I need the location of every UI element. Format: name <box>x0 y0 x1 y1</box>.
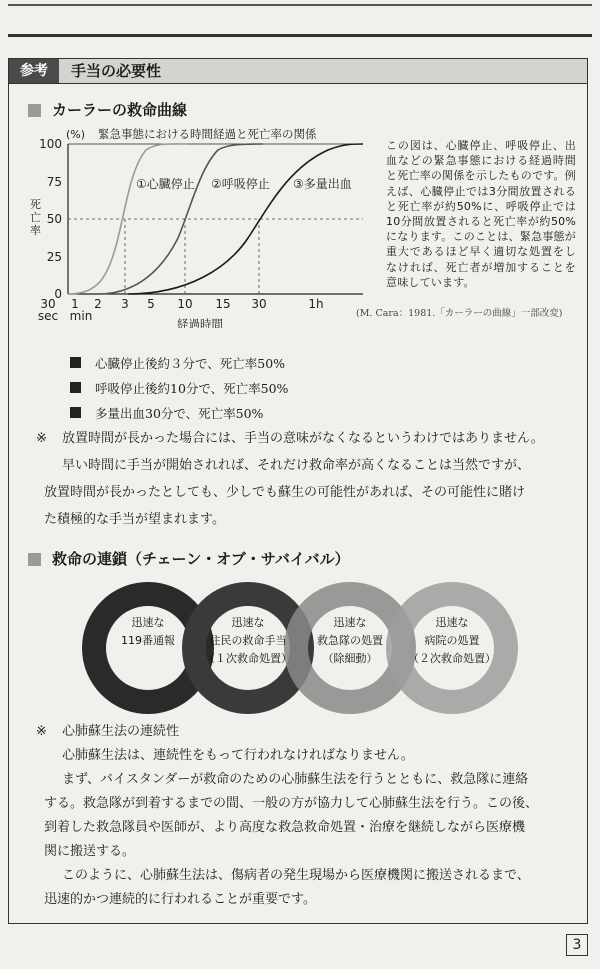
note2-mark: ※ <box>36 724 47 739</box>
chain-of-survival-diagram <box>80 578 520 718</box>
ring2-line1: 迅速な <box>231 616 265 629</box>
chart-description: この図は、心臓停止、呼吸停止、出血などの緊急事態における経過時間と死亡率の関係を示したものです。例えば、心臓停止では3分間放置されると死亡率が約50%に、呼吸停止では10分間放置されると死亡率が約50%になります。このことは、緊急事態が重大であるほど早く適切な処置をしなければ、死亡者が増加することを意味しています。 <box>386 139 576 289</box>
ring4-line3: （２次救命処置） <box>408 652 496 665</box>
section-marker-icon <box>28 104 41 117</box>
note2-heading: 心肺蘇生法の連続性 <box>62 724 180 739</box>
y-axis-label-char1: 死 <box>30 198 41 211</box>
y-tick-50: 50 <box>46 212 62 226</box>
header-bar <box>9 59 587 84</box>
bullet-square-icon <box>70 407 81 418</box>
ring4-line1: 迅速な <box>435 616 469 629</box>
note2-line-2: まず、バイスタンダーが救命のための心肺蘇生法を行うとともに、救急隊に連絡 <box>62 772 529 787</box>
chart-citation: (M. Cara：1981.「カーラーの曲線」一部改変) <box>356 308 563 319</box>
ring1-line1: 迅速な <box>131 616 165 629</box>
note1-line-2: 早い時間に手当が開始されれば、それだけ救命率が高くなることは当然ですが、 <box>62 458 531 473</box>
x-tick-30: 30 <box>251 297 267 311</box>
note1-mark: ※ <box>36 431 47 446</box>
label-respiratory-arrest: ②呼吸停止 <box>211 177 270 191</box>
x-tick-5: 5 <box>147 297 155 311</box>
note1-line-4: た積極的な手当が望まれます。 <box>44 512 225 527</box>
top-rule-thick <box>8 34 592 37</box>
ring3-line3: （除細動） <box>322 652 378 665</box>
list-item <box>70 350 288 375</box>
bullet-square-icon <box>70 357 81 368</box>
x-tick-15: 15 <box>215 297 231 311</box>
chart-y-unit: (%) <box>66 128 86 141</box>
page-number: 3 <box>566 934 588 956</box>
list-item <box>70 375 288 400</box>
bullet-text: 多量出血30分で、死亡率50% <box>95 405 264 421</box>
header-title: 手当の必要性 <box>71 62 162 80</box>
y-tick-75: 75 <box>46 175 62 189</box>
note2-line-7: 迅速的かつ連続的に行われることが重要です。 <box>44 892 316 907</box>
ring2-line3: （１次救命処置） <box>204 652 292 665</box>
note2-line-6: このように、心肺蘇生法は、傷病者の発生現場から医療機関に搬送されるまで、 <box>62 868 530 883</box>
y-tick-0: 0 <box>54 287 62 301</box>
y-axis-label-char2: 亡 <box>30 211 41 224</box>
bullet-text: 呼吸停止後約10分で、死亡率50% <box>95 380 289 396</box>
note2-line-5: 関に搬送する。 <box>44 844 136 859</box>
x-unit-min: min <box>69 309 93 323</box>
x-unit-sec: sec <box>37 309 59 323</box>
section1-title: カーラーの救命曲線 <box>52 101 188 119</box>
x-axis-label: 経過時間 <box>177 317 223 328</box>
x-tick-2: 2 <box>94 297 102 311</box>
x-tick-1: 1 <box>71 297 79 311</box>
ring1-line2: 119番通報 <box>121 634 175 647</box>
bullet-square-icon <box>70 382 81 393</box>
x-tick-1h: 1h <box>308 297 324 311</box>
note1-line-3: 放置時間が長かったとしても、少しでも蘇生の可能性があれば、その可能性に賭け <box>44 485 526 500</box>
ring4-line2: 病院の処置 <box>424 634 480 647</box>
y-tick-100: 100 <box>39 137 62 151</box>
list-item <box>70 400 288 425</box>
ring3-line1: 迅速な <box>333 616 367 629</box>
ring2-line2: 住民の救命手当 <box>209 634 287 647</box>
label-hemorrhage: ③多量出血 <box>293 177 352 191</box>
section-marker-icon <box>28 553 41 566</box>
y-axis-label-char3: 率 <box>30 224 41 237</box>
note2-line-1: 心肺蘇生法は、連続性をもって行われなければなりません。 <box>62 748 414 763</box>
note2-line-3: する。救急隊が到着するまでの間、一般の方が協力して心肺蘇生法を行う。この後、 <box>44 796 539 811</box>
ring3-line2: 救急隊の処置 <box>317 634 383 647</box>
section2-title: 救命の連鎖（チェーン・オブ・サバイバル） <box>52 550 350 568</box>
top-rule <box>8 4 592 6</box>
y-tick-25: 25 <box>46 250 62 264</box>
note1-line-1: 放置時間が長かった場合には、手当の意味がなくなるというわけではありません。 <box>62 431 544 446</box>
x-tick-10: 10 <box>177 297 193 311</box>
kara-curve-chart <box>18 128 388 328</box>
label-cardiac-arrest: ①心臓停止 <box>136 177 195 191</box>
chart-caption: 緊急事態における時間経過と死亡率の関係 <box>98 128 317 141</box>
note2-line-4: 到着した救急隊員や医師が、より高度な救急救命処置・治療を継続しながら医療機 <box>44 820 526 835</box>
header-tag: 参考 <box>9 59 59 83</box>
x-tick-3: 3 <box>121 297 129 311</box>
bullet-text: 心臓停止後約３分で、死亡率50% <box>95 355 286 371</box>
bullet-list <box>70 350 288 425</box>
x-tick-30sec: 30 <box>40 297 56 311</box>
